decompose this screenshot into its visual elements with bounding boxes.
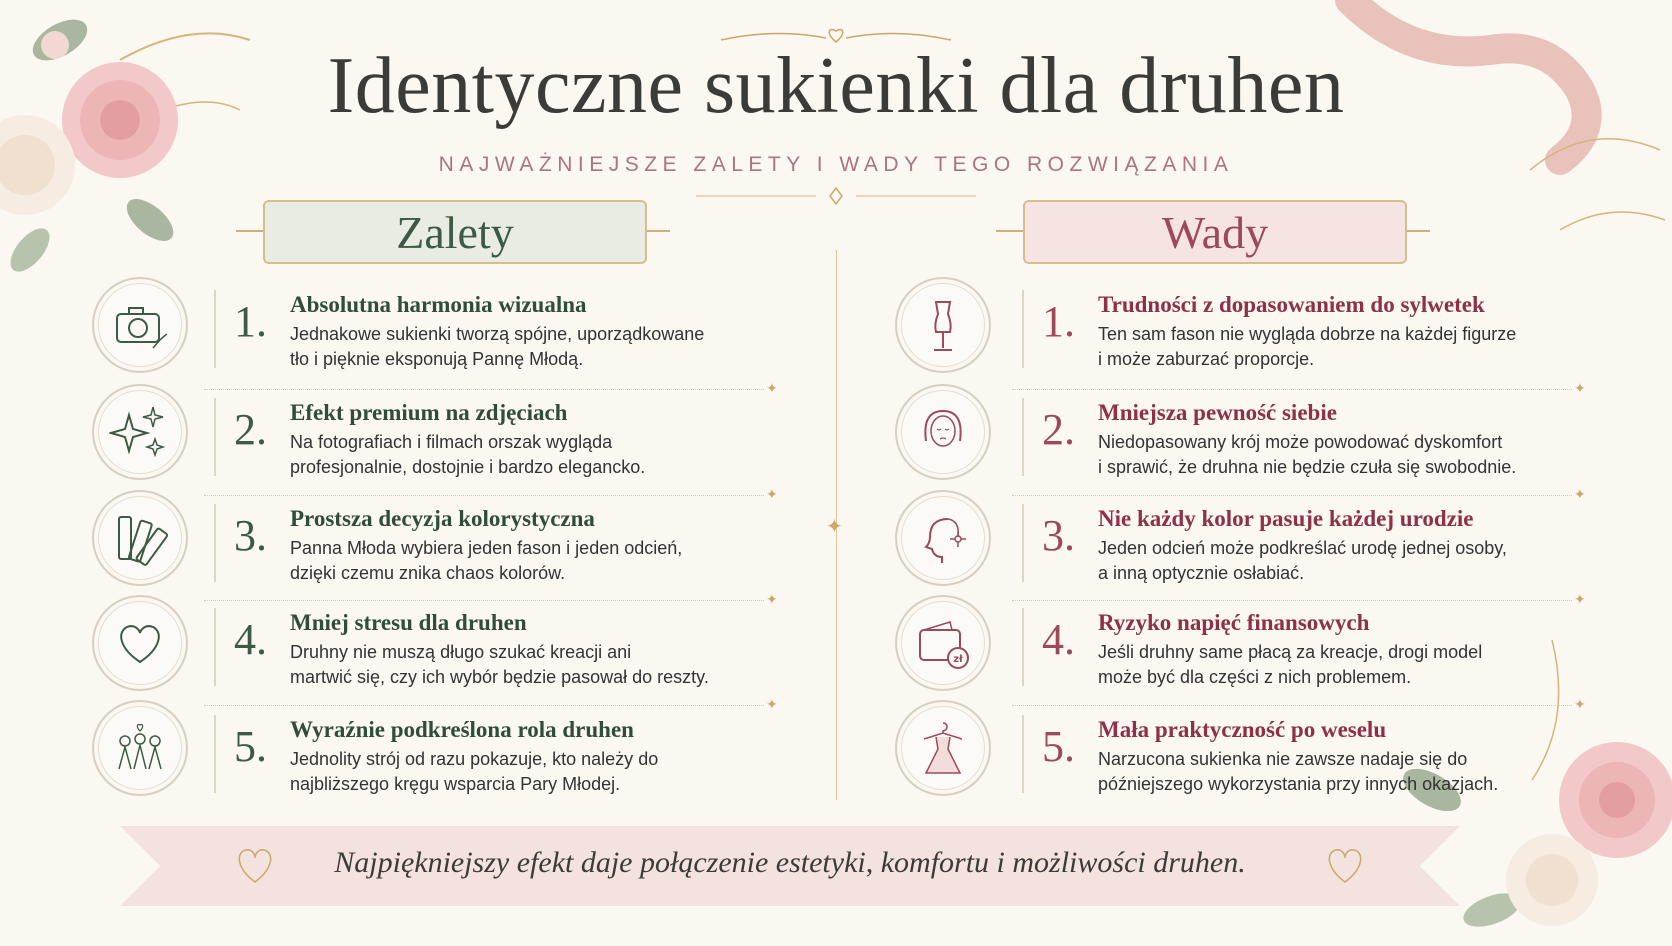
pros-item-4-number: 4. [234, 615, 267, 664]
pros-item-5-number: 5. [234, 722, 267, 771]
cons-item-5-title: Mała praktyczność po weselu [1098, 717, 1387, 742]
title-ornament-top [716, 22, 956, 46]
pros-item-5-description [290, 747, 760, 797]
dress-on-hanger-icon [912, 717, 974, 779]
cons-item-3-icon-circle [895, 490, 991, 586]
sad-woman-face-icon [912, 401, 974, 463]
cons-item-5-vline [1022, 715, 1024, 793]
subtitle-ornament [696, 186, 976, 206]
cons-item-2-number: 2. [1042, 405, 1075, 454]
pros-item-3-number: 3. [234, 511, 267, 560]
roses-icon [0, 0, 260, 300]
cons-item-2-icon-circle [895, 384, 991, 480]
floral-decoration-top-left [0, 0, 260, 300]
sparkles-icon [109, 401, 171, 463]
pros-item-2-description [290, 430, 760, 480]
separator-ornament-icon: ✦ [766, 696, 778, 712]
heart-flourish-icon [716, 22, 956, 46]
pros-item-2-vline [214, 398, 216, 476]
separator-ornament-icon: ✦ [766, 380, 778, 396]
cons-item-4-line1: Jeśli druhny same płacą za kreacje, drogi model [1098, 642, 1483, 662]
woman-profile-flower-icon [912, 507, 974, 569]
cons-heading: Wady [1023, 200, 1407, 264]
bridesmaids-group-icon [109, 717, 171, 779]
pros-banner-flourish-left [236, 230, 266, 232]
cons-separator-2 [1012, 495, 1572, 496]
pros-item-1-number: 1. [234, 297, 267, 346]
cons-item-1-line2: i może zaburzać proporcje. [1098, 349, 1315, 369]
cons-item-1-number: 1. [1042, 297, 1075, 346]
pros-separator-1 [204, 389, 764, 390]
separator-ornament-icon: ✦ [1574, 380, 1586, 396]
cons-item-5-line2: późniejszego wykorzystania przy innych okazjach. [1098, 774, 1499, 794]
pros-item-1-vline [214, 290, 216, 368]
separator-ornament-icon: ✦ [1574, 486, 1586, 502]
page-title: Identyczne sukienki dla druhen [327, 42, 1345, 130]
pros-item-3-line1: Panna Młoda wybiera jeden fason i jeden odcień, [290, 538, 683, 558]
cons-item-3-line2: a inną optycznie osłabiać. [1098, 563, 1305, 583]
wallet-currency-badge: zł [953, 654, 963, 665]
cons-item-2-title: Mniejsza pewność siebie [1098, 400, 1337, 425]
divider-ornament-icon: ✦ [826, 516, 843, 538]
cons-item-2-description [1098, 430, 1578, 480]
cons-item-4-number: 4. [1042, 615, 1075, 664]
pros-item-4-line2: martwić się, czy ich wybór będzie pasował do reszty. [290, 667, 709, 687]
pros-heading: Zalety [263, 200, 647, 264]
pros-item-2-number: 2. [234, 405, 267, 454]
separator-ornament-icon: ✦ [1574, 591, 1586, 607]
cons-item-5-description [1098, 747, 1568, 797]
pros-item-4-icon-circle [92, 595, 188, 691]
pros-item-3-vline [214, 504, 216, 582]
cons-banner-flourish-left [996, 230, 1026, 232]
cons-separator-1 [1012, 389, 1572, 390]
pros-item-4-title: Mniej stresu dla druhen [290, 610, 527, 635]
cons-item-2-vline [1022, 398, 1024, 476]
cons-item-1-icon-circle [895, 277, 991, 373]
separator-ornament-icon: ✦ [766, 486, 778, 502]
camera-icon [109, 294, 171, 356]
pros-item-1-description [290, 322, 760, 372]
cons-item-5-line1: Narzucona sukienka nie zawsze nadaje się do [1098, 749, 1468, 769]
dress-form-icon [912, 294, 974, 356]
cons-item-4-vline [1022, 608, 1024, 686]
cons-item-3-description [1098, 536, 1568, 586]
pros-item-1-line1: Jednakowe sukienki tworzą spójne, uporządkowane [290, 324, 705, 344]
cons-item-2-line2: i sprawić, że druhna nie będzie czuła się swobodnie. [1098, 457, 1517, 477]
cons-item-3-number: 3. [1042, 511, 1075, 560]
page-subtitle: NAJWAŻNIEJSZE ZALETY I WADY TEGO ROZWIĄZANIA [438, 153, 1234, 176]
pros-item-4-description [290, 640, 770, 690]
pros-item-5-line2: najbliższego kręgu wsparcia Pary Młodej. [290, 774, 621, 794]
pros-item-3-icon-circle [92, 490, 188, 586]
cons-item-4-description [1098, 640, 1568, 690]
cons-item-5-icon-circle [895, 700, 991, 796]
pros-item-5-line1: Jednolity strój od razu pokazuje, kto należy do [290, 749, 659, 769]
pros-separator-3 [204, 600, 764, 601]
heart-icon [109, 612, 171, 674]
pros-item-4-line1: Druhny nie muszą długo szukać kreacji ani [290, 642, 632, 662]
footer-quote: Najpiękniejszy efekt daje połączenie estetyki, komfortu i możliwości druhen. [334, 846, 1246, 879]
cons-separator-3 [1012, 600, 1572, 601]
pros-item-2-line1: Na fotografiach i filmach orszak wygląda [290, 432, 613, 452]
pros-item-1-title: Absolutna harmonia wizualna [290, 292, 587, 317]
cons-item-3-line1: Jeden odcień może podkreślać urodę jednej osoby, [1098, 538, 1507, 558]
cons-item-1-description [1098, 322, 1578, 372]
cons-item-1-vline [1022, 290, 1024, 368]
pros-item-3-title: Prostsza decyzja kolorystyczna [290, 506, 595, 531]
pros-item-3-line2: dzięki czemu znika chaos kolorów. [290, 563, 566, 583]
cons-item-1-line1: Ten sam fason nie wygląda dobrze na każdej figurze [1098, 324, 1517, 344]
cons-item-1-title: Trudności z dopasowaniem do sylwetek [1098, 292, 1485, 317]
separator-ornament-icon: ✦ [766, 591, 778, 607]
cons-item-5-number: 5. [1042, 722, 1075, 771]
pros-item-2-line2: profesjonalnie, dostojnie i bardzo elegancko. [290, 457, 646, 477]
pros-separator-4 [204, 705, 764, 706]
cons-item-4-icon-circle [895, 595, 991, 691]
pros-item-1-line2: tło i pięknie eksponują Pannę Młodą. [290, 349, 584, 369]
pros-separator-2 [204, 495, 764, 496]
pros-item-4-vline [214, 608, 216, 686]
cons-item-4-line2: może być dla części z nich problemem. [1098, 667, 1412, 687]
pros-item-2-title: Efekt premium na zdjęciach [290, 400, 568, 425]
wallet-icon [912, 612, 974, 674]
pros-item-3-description [290, 536, 760, 586]
cons-item-2-line1: Niedopasowany krój może powodować dyskomfort [1098, 432, 1503, 452]
pros-item-5-title: Wyraźnie podkreślona rola druhen [290, 717, 634, 742]
pros-item-1-icon-circle [92, 277, 188, 373]
separator-ornament-icon: ✦ [1574, 696, 1586, 712]
pros-item-2-icon-circle [92, 384, 188, 480]
cons-item-3-vline [1022, 504, 1024, 582]
pros-item-5-vline [214, 715, 216, 793]
cons-separator-4 [1012, 705, 1572, 706]
flourish-divider-icon [696, 186, 976, 206]
pros-item-5-icon-circle [92, 700, 188, 796]
cons-item-4-title: Ryzyko napięć finansowych [1098, 610, 1370, 635]
cons-item-3-title: Nie każdy kolor pasuje każdej urodzie [1098, 506, 1474, 531]
color-swatches-icon [109, 507, 171, 569]
